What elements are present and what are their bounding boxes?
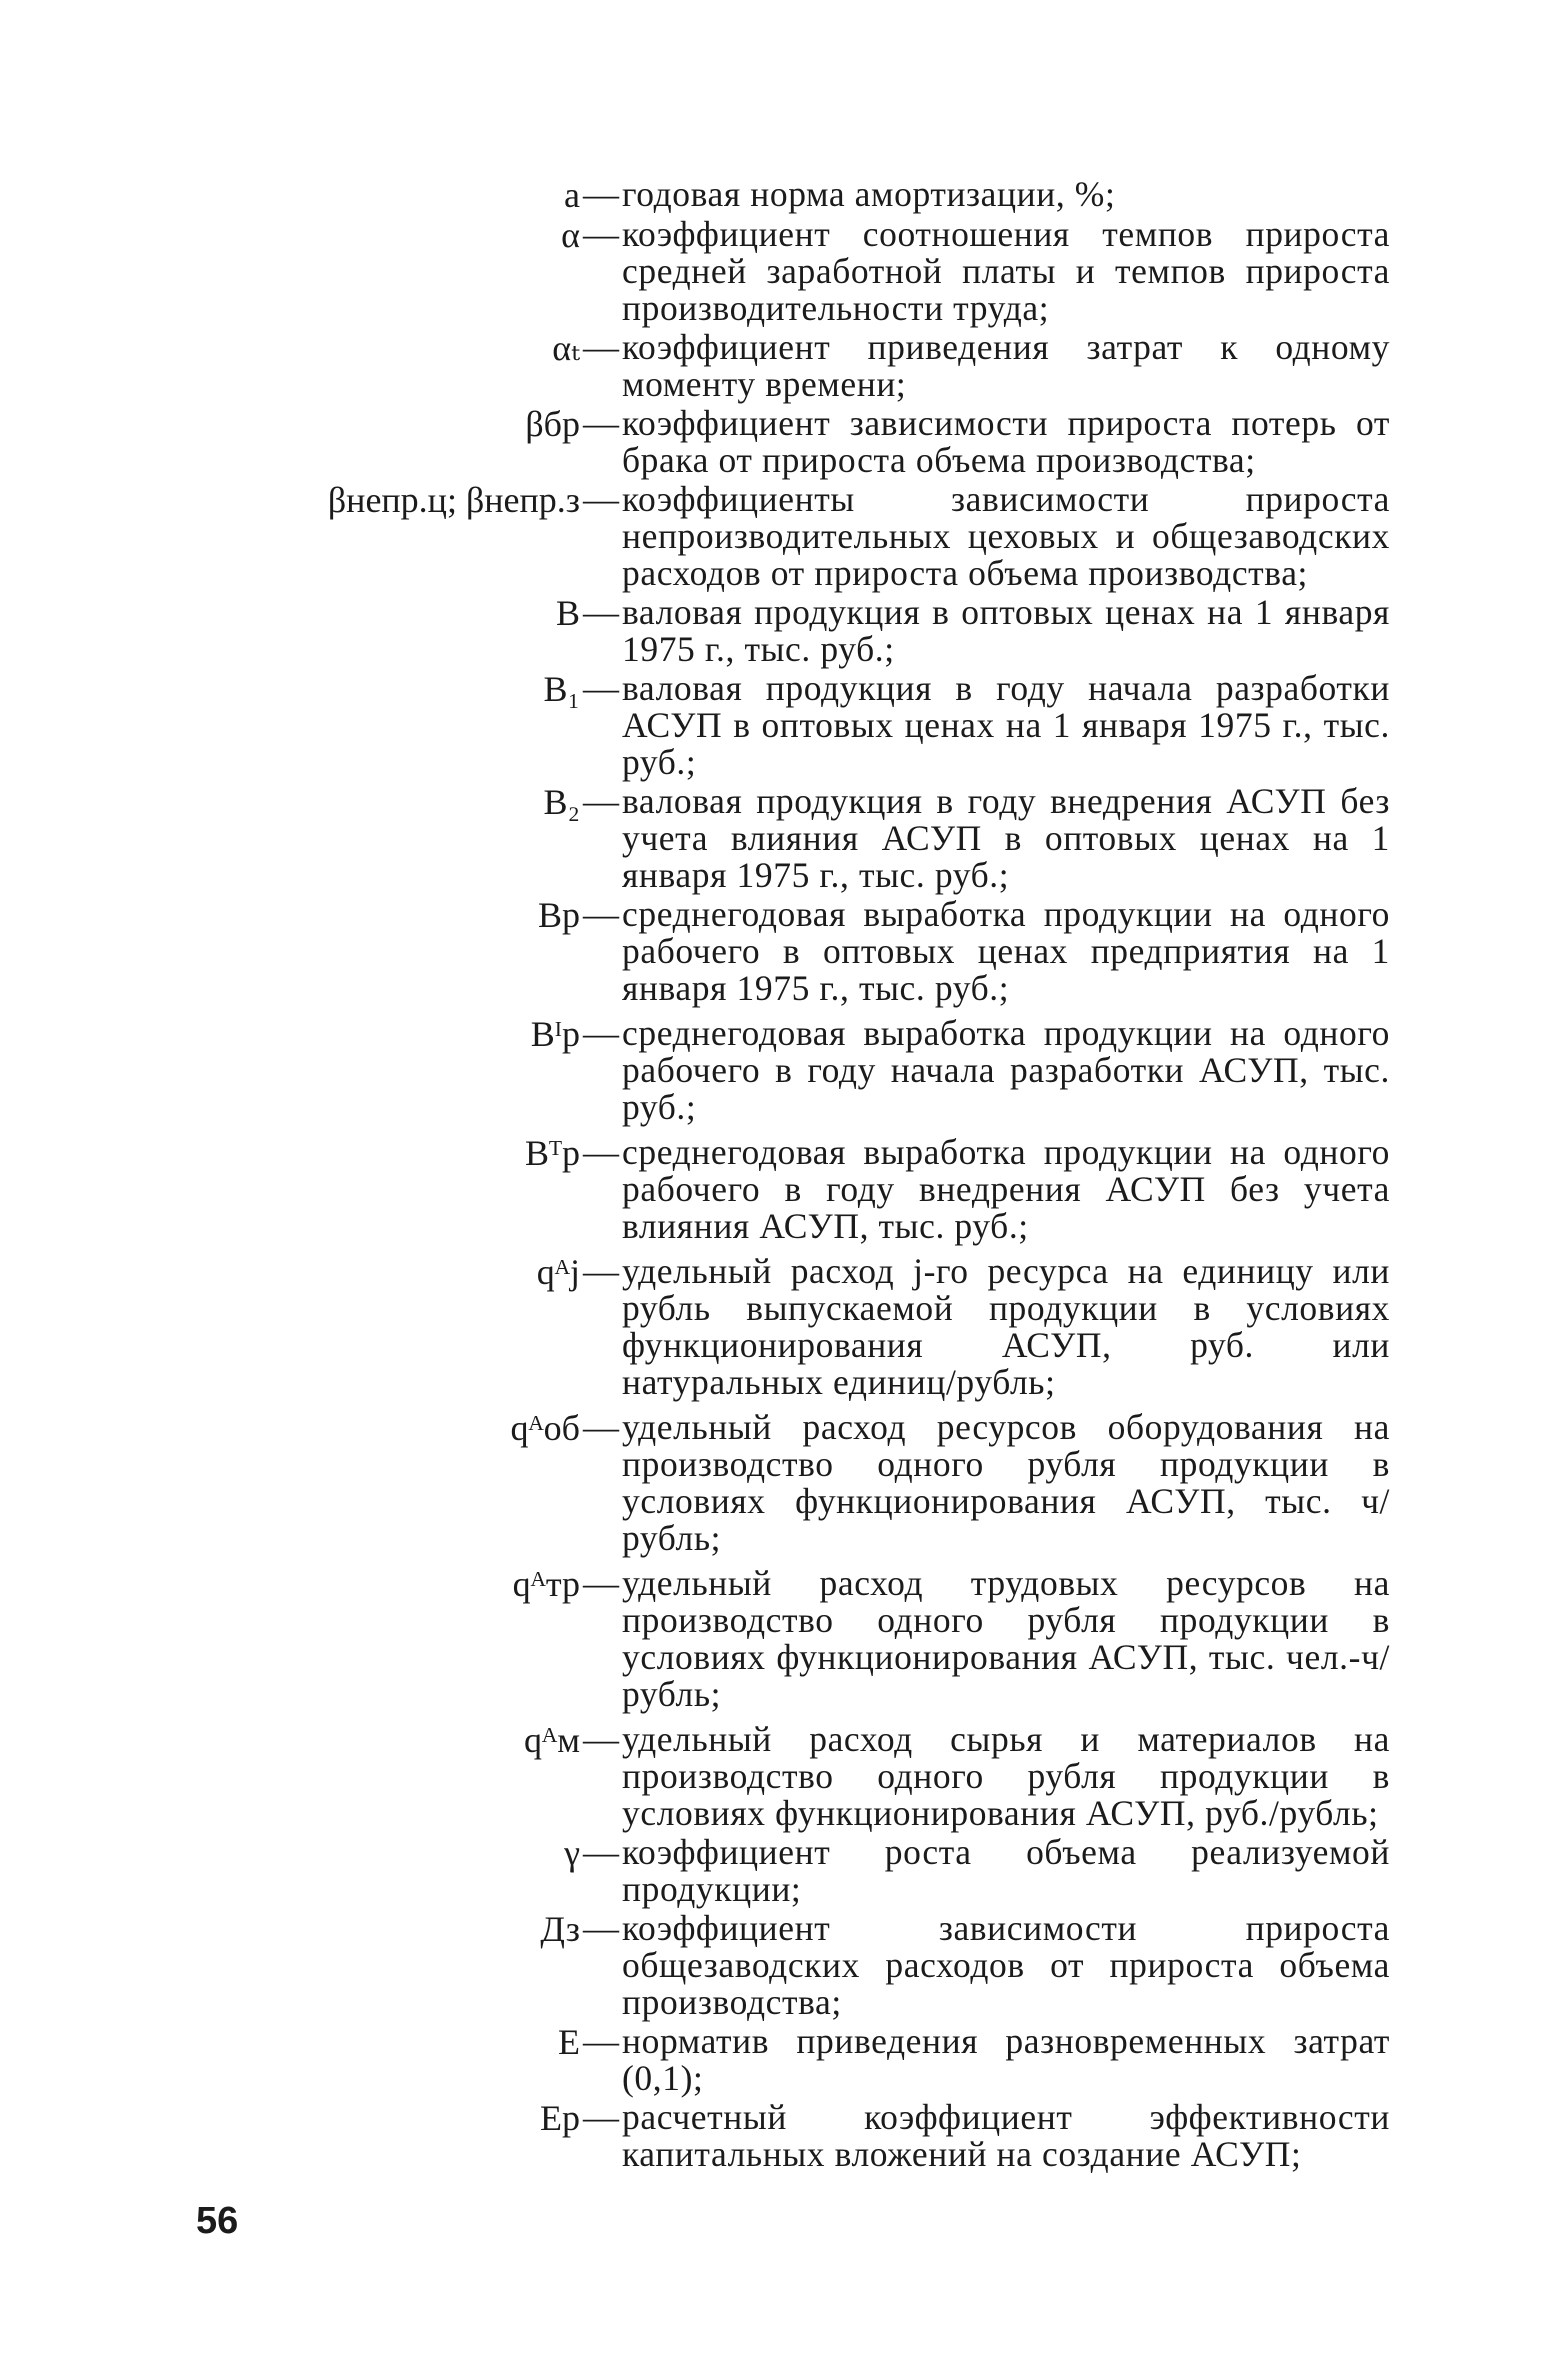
entry-dash: — <box>583 1719 619 1759</box>
entry-definition: удельный расход трудовых ресурсов на производство одного рубля продукции в условиях функционирования АСУП, тыс. чел.-ч/рубль; <box>622 1563 1390 1714</box>
entry-definition: коэффициент роста объема реализуемой продукции; <box>622 1832 1390 1909</box>
entry-definition: коэффициенты зависимости прироста непроизводительных цеховых и общезаводских расходов от прироста объема производства; <box>622 479 1390 593</box>
entry-symbol: qᴬтр <box>512 1564 580 1604</box>
list-item <box>440 783 1390 894</box>
notation-list <box>327 174 1390 2174</box>
entry-definition: валовая продукция в году внедрения АСУП без учета влияния АСУП в оптовых ценах на 1 января 1975 г., тыс. руб.; <box>622 781 1390 895</box>
entry-dash: — <box>583 1832 619 1872</box>
entry-dash: — <box>583 403 619 443</box>
entry-dash: — <box>583 174 619 214</box>
entry-definition: норматив приведения разновременных затрат (0,1); <box>622 2021 1390 2098</box>
list-item <box>440 1834 1390 1908</box>
list-item <box>327 479 1390 593</box>
entry-dash: — <box>583 1132 619 1172</box>
list-item <box>440 1409 1390 1557</box>
entry-dash: — <box>583 668 619 708</box>
list-item <box>440 2099 1390 2173</box>
entry-definition: коэффициент соотношения темпов прироста средней заработной платы и темпов прироста производительности труда; <box>622 214 1390 328</box>
entry-definition: коэффициент зависимости прироста общезаводских расходов от прироста объема производства; <box>622 1908 1390 2022</box>
list-item <box>440 2023 1390 2097</box>
entry-dash: — <box>583 327 619 367</box>
entry-dash: — <box>583 214 619 254</box>
entry-dash: — <box>583 2021 619 2061</box>
entry-definition: коэффициент зависимости прироста потерь от брака от прироста объема производства; <box>622 403 1390 480</box>
list-item <box>440 670 1390 781</box>
list-item <box>440 1721 1390 1832</box>
entry-dash: — <box>583 479 619 519</box>
entry-symbol: qᴬм <box>524 1720 580 1760</box>
entry-symbol: Ер <box>540 2098 580 2138</box>
entry-definition: годовая норма амортизации, %; <box>622 174 1116 214</box>
entry-definition: расчетный коэффициент эффективности капитальных вложений на создание АСУП; <box>622 2097 1390 2174</box>
entry-definition: удельный расход ресурсов оборудования на производство одного рубля продукции в условиях функционирования АСУП, тыс. ч/рубль; <box>622 1407 1390 1558</box>
entry-symbol: αₜ <box>552 328 580 368</box>
entry-dash: — <box>583 894 619 934</box>
list-item <box>440 1910 1390 2021</box>
list-item <box>440 594 1390 668</box>
entry-dash: — <box>583 592 619 632</box>
entry-definition: удельный расход j-го ресурса на единицу или рубль выпускаемой продукции в условиях функционирования АСУП, руб. или натуральных единиц/рубль; <box>622 1251 1390 1402</box>
entry-symbol: Вр <box>537 895 580 935</box>
entry-symbol: qᴬоб <box>510 1408 580 1448</box>
entry-dash: — <box>583 1013 619 1053</box>
page-number: 56 <box>196 2200 239 2242</box>
entry-symbol: a <box>564 175 580 215</box>
entry-symbol: α <box>561 215 580 255</box>
list-item <box>440 1134 1390 1245</box>
list-item <box>440 216 1390 327</box>
list-item <box>440 1565 1390 1713</box>
entry-symbol: βнепр.ц; βнепр.з <box>327 480 580 520</box>
entry-dash: — <box>583 1251 619 1291</box>
entry-definition: валовая продукция в году начала разработки АСУП в оптовых ценах на 1 января 1975 г., тыс. руб.; <box>622 668 1390 782</box>
entry-symbol: βбр <box>525 404 580 444</box>
list-item <box>440 405 1390 479</box>
entry-definition: среднегодовая выработка продукции на одного рабочего в оптовых ценах предприятия на 1 января 1975 г., тыс. руб.; <box>622 894 1390 1008</box>
entry-dash: — <box>583 1407 619 1447</box>
list-item <box>440 1253 1390 1401</box>
entry-symbol: Вᴵр <box>530 1014 580 1054</box>
entry-definition: среднегодовая выработка продукции на одного рабочего в году начала разработки АСУП, тыс. руб.; <box>622 1013 1390 1127</box>
entry-dash: — <box>583 1563 619 1603</box>
entry-symbol: Е <box>558 2022 580 2062</box>
entry-symbol: qᴬj <box>536 1252 580 1292</box>
entry-symbol: γ <box>564 1833 580 1873</box>
entry-definition: удельный расход сырья и материалов на производство одного рубля продукции в условиях функционирования АСУП, руб./рубль; <box>622 1719 1390 1833</box>
entry-symbol: В₁ <box>543 669 580 709</box>
entry-symbol: В₂ <box>543 782 580 822</box>
list-item <box>440 1015 1390 1126</box>
list-item <box>440 896 1390 1007</box>
entry-dash: — <box>583 781 619 821</box>
entry-definition: коэффициент приведения затрат к одному моменту времени; <box>622 327 1390 404</box>
entry-definition: валовая продукция в оптовых ценах на 1 января 1975 г., тыс. руб.; <box>622 592 1390 669</box>
list-item <box>440 329 1390 403</box>
entry-dash: — <box>583 1908 619 1948</box>
entry-definition: среднегодовая выработка продукции на одного рабочего в году внедрения АСУП без учета влияния АСУП, тыс. руб.; <box>622 1132 1390 1246</box>
entry-symbol: В <box>555 593 580 633</box>
entry-symbol: Вᵀр <box>524 1133 580 1173</box>
entry-dash: — <box>583 2097 619 2137</box>
list-item <box>440 176 1390 214</box>
entry-symbol: Дз <box>540 1909 580 1949</box>
